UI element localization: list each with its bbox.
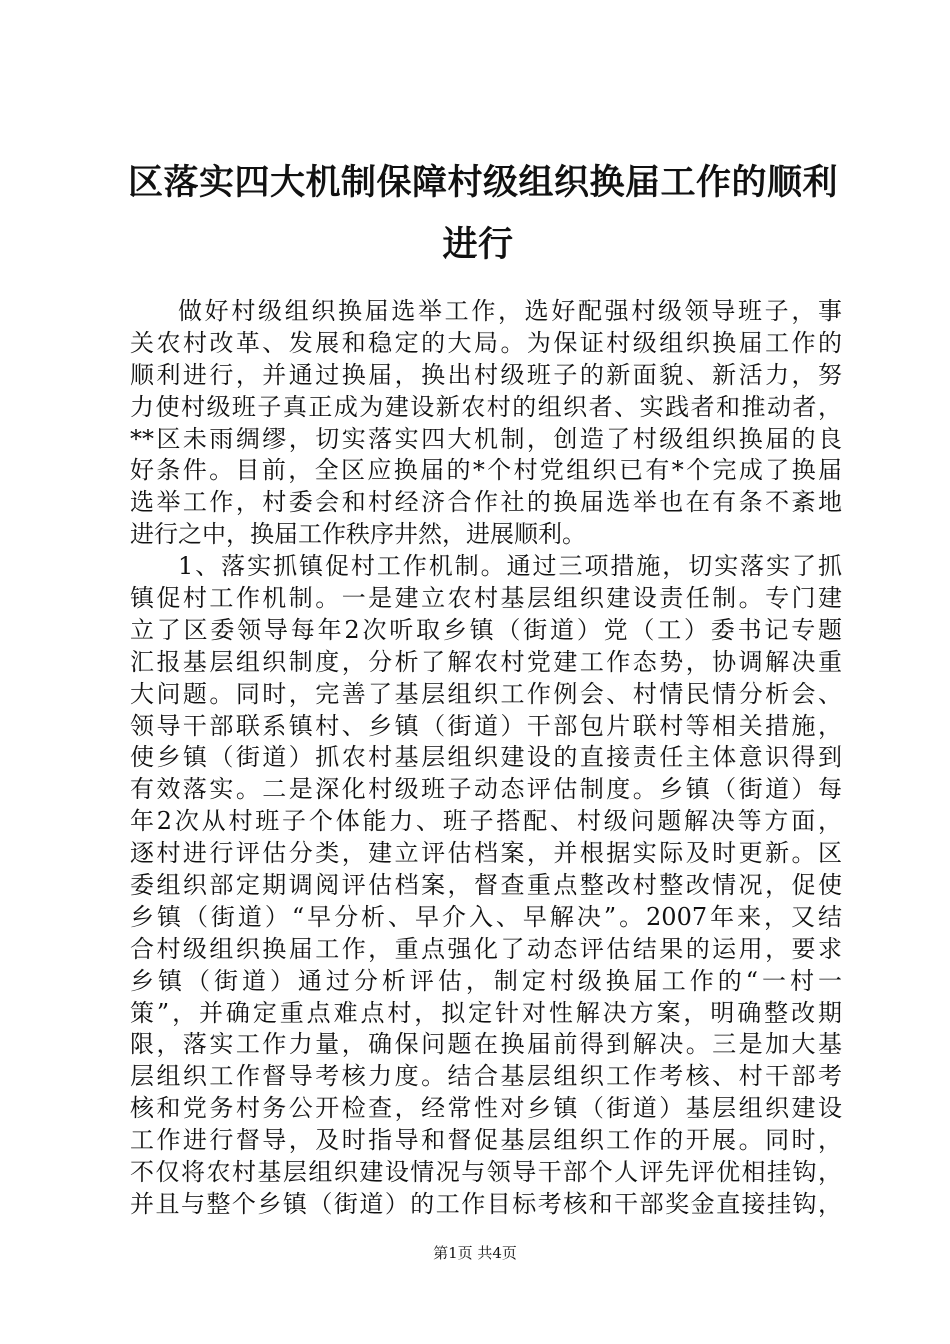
text-line: 大问题。同时，完善了基层组织工作例会、村情民情分析会、 (130, 679, 842, 708)
text-line: 顺利进行，并通过换届，换出村级班子的新面貌、新活力，努 (130, 360, 842, 389)
text-line: 逐村进行评估分类，建立评估档案，并根据实际及时更新。区 (130, 839, 842, 868)
text-line: 选举工作，村委会和村经济合作社的换届选举也在有条不紊地 (130, 488, 842, 517)
title-line: 区落实四大机制保障村级组织换届工作的顺利 (128, 162, 839, 203)
text-line: 关农村改革、发展和稳定的大局。为保证村级组织换届工作的 (130, 328, 842, 357)
text-line: 并且与整个乡镇（街道）的工作目标考核和干部奖金直接挂钩， (130, 1189, 842, 1218)
text-line: 年2次从村班子个体能力、班子搭配、村级问题解决等方面， (130, 807, 842, 836)
text-line: 限，落实工作力量，确保问题在换届前得到解决。三是加大基 (130, 1030, 842, 1059)
text-line: 镇促村工作机制。一是建立农村基层组织建设责任制。专门建 (130, 584, 842, 613)
text-line: 不仅将农村基层组织建设情况与领导干部个人评先评优相挂钩， (130, 1158, 842, 1187)
text-line: 进行之中，换届工作秩序井然，进展顺利。 (130, 520, 586, 549)
text-line: 合村级组织换届工作，重点强化了动态评估结果的运用，要求 (130, 934, 842, 963)
text-line: 层组织工作督导考核力度。结合基层组织工作考核、村干部考 (130, 1062, 842, 1091)
text-line: 使乡镇（街道）抓农村基层组织建设的直接责任主体意识得到 (130, 743, 842, 772)
text-line: 委组织部定期调阅评估档案，督查重点整改村整改情况，促使 (130, 871, 842, 900)
text-line: 乡镇（街道）“早分析、早介入、早解决”。2007年来，又结 (130, 902, 842, 931)
document-title (128, 152, 839, 276)
paragraph-section-1 (130, 551, 842, 1221)
text-line: 1、落实抓镇促村工作机制。通过三项措施，切实落实了抓 (178, 552, 842, 581)
text-line: 工作进行督导，及时指导和督促基层组织工作的开展。同时， (130, 1126, 842, 1155)
text-line: 核和党务村务公开检查，经常性对乡镇（街道）基层组织建设 (130, 1094, 842, 1123)
text-line: 立了区委领导每年2次听取乡镇（街道）党（工）委书记专题 (130, 615, 842, 644)
text-line: 做好村级组织换届选举工作，选好配强村级领导班子，事 (178, 297, 842, 325)
text-line: 汇报基层组织制度，分析了解农村党建工作态势，协调解决重 (130, 647, 842, 676)
text-line: **区未雨绸缪，切实落实四大机制，创造了村级组织换届的良 (130, 424, 842, 453)
paragraph-intro (130, 296, 842, 551)
text-line: 有效落实。二是深化村级班子动态评估制度。乡镇（街道）每 (130, 775, 842, 804)
text-line: 力使村级班子真正成为建设新农村的组织者、实践者和推动者， (130, 392, 842, 421)
text-line: 策”，并确定重点难点村，拟定针对性解决方案，明确整改期 (130, 998, 842, 1027)
text-line: 乡镇（街道）通过分析评估，制定村级换届工作的“一村一 (130, 966, 842, 995)
text-line: 好条件。目前，全区应换届的*个村党组织已有*个完成了换届 (130, 456, 842, 485)
title-line: 进行 (442, 224, 514, 265)
document-body (130, 296, 842, 1221)
text-line: 领导干部联系镇村、乡镇（街道）干部包片联村等相关措施， (130, 711, 842, 740)
page-footer: 第1页 共4页 (433, 1244, 517, 1262)
